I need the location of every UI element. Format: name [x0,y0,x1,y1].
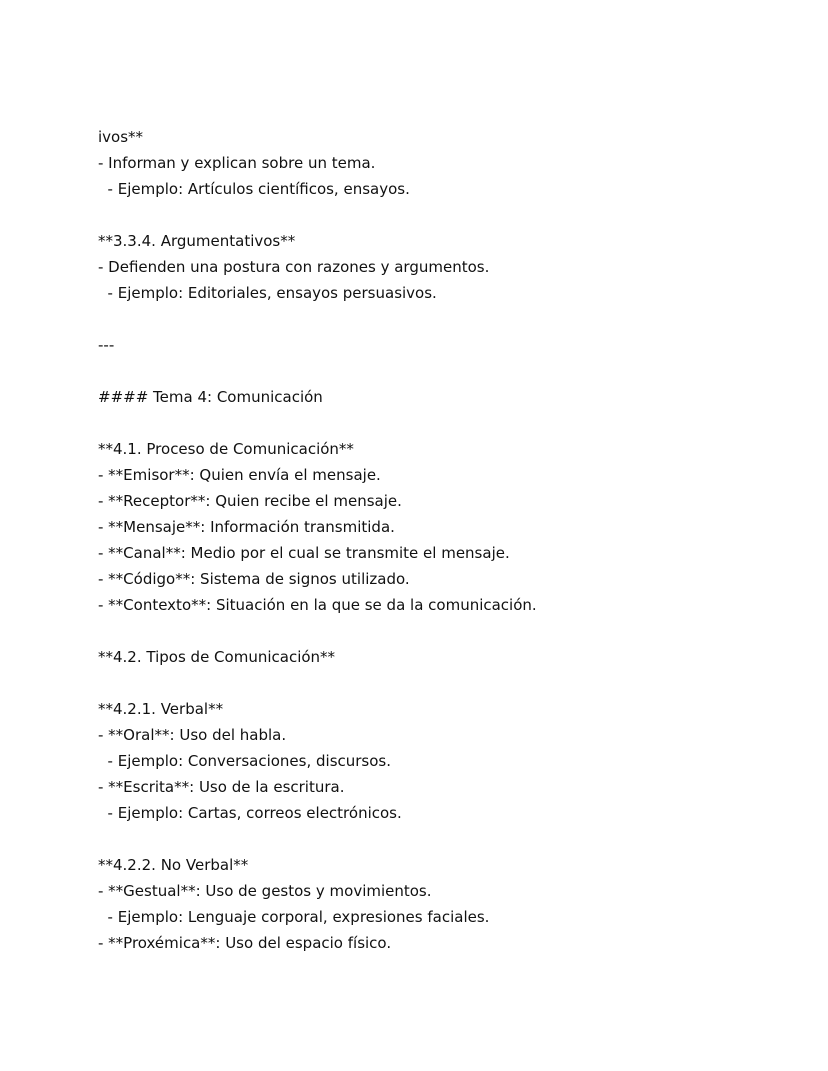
text-line: - Ejemplo: Artículos científicos, ensayos. [98,180,410,198]
text-line: - Defienden una postura con razones y argumentos. [98,258,490,276]
blank-line [98,618,778,644]
subsection-heading: **4.2.1. Verbal** [98,700,224,718]
section-heading: **4.2. Tipos de Comunicación** [98,648,336,666]
blank-line [98,826,778,852]
text-line: - Ejemplo: Editoriales, ensayos persuasivos. [98,284,437,302]
section-heading: **4.1. Proceso de Comunicación** [98,440,354,458]
subsection-heading: **4.2.2. No Verbal** [98,856,249,874]
topic-heading: #### Tema 4: Comunicación [98,388,323,406]
blank-line [98,202,778,228]
document-body [98,124,778,956]
text-line: ivos** [98,128,144,146]
list-subitem: - Ejemplo: Cartas, correos electrónicos. [98,804,402,822]
blank-line [98,410,778,436]
horizontal-rule-text: --- [98,336,115,354]
list-item: - **Gestual**: Uso de gestos y movimientos. [98,882,432,900]
blank-line [98,306,778,332]
list-item: - **Canal**: Medio por el cual se transmite el mensaje. [98,544,510,562]
list-subitem: - Ejemplo: Conversaciones, discursos. [98,752,392,770]
list-item: - **Proxémica**: Uso del espacio físico. [98,934,392,952]
section-heading: **3.3.4. Argumentativos** [98,232,296,250]
text-line: - Informan y explican sobre un tema. [98,154,376,172]
list-item: - **Mensaje**: Información transmitida. [98,518,395,536]
list-item: - **Receptor**: Quien recibe el mensaje. [98,492,402,510]
list-subitem: - Ejemplo: Lenguaje corporal, expresiones faciales. [98,908,490,926]
blank-line [98,670,778,696]
list-item: - **Emisor**: Quien envía el mensaje. [98,466,381,484]
list-item: - **Contexto**: Situación en la que se da la comunicación. [98,596,537,614]
list-item: - **Código**: Sistema de signos utilizado. [98,570,410,588]
list-item: - **Oral**: Uso del habla. [98,726,287,744]
blank-line [98,358,778,384]
list-item: - **Escrita**: Uso de la escritura. [98,778,345,796]
